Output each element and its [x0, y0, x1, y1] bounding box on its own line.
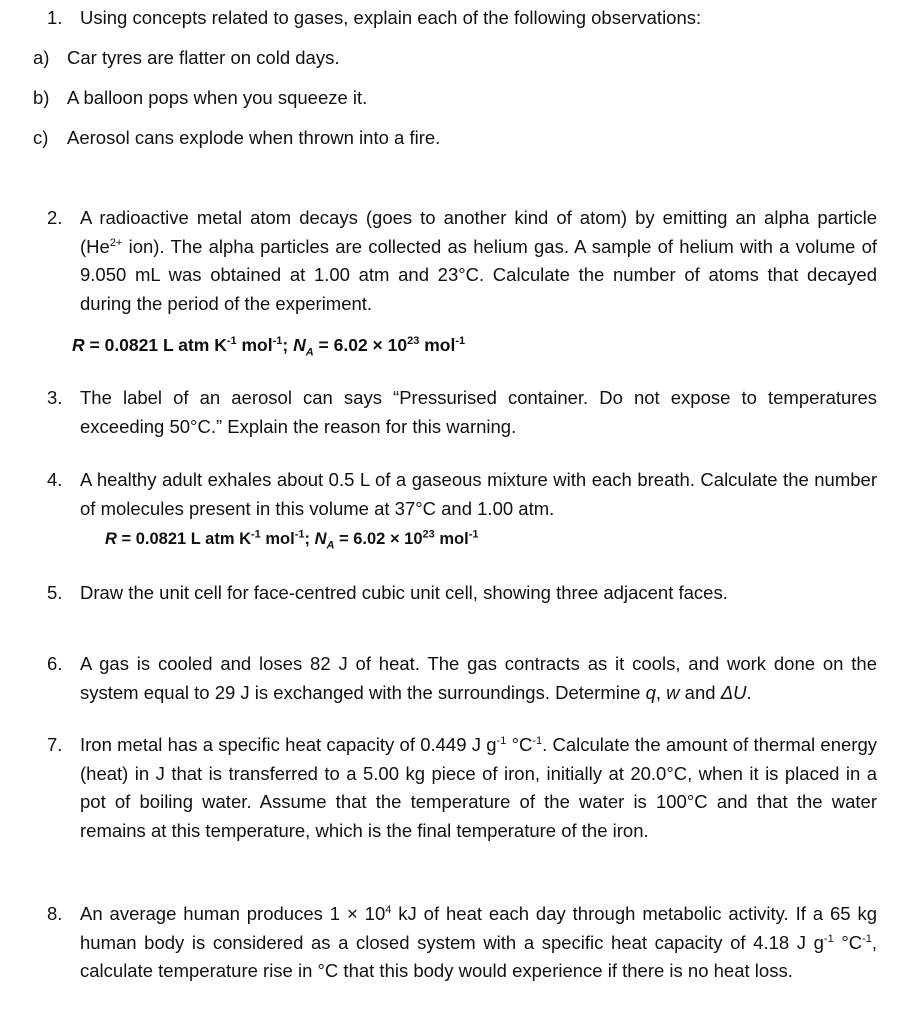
- sub-question-text: Car tyres are flatter on cold days.: [67, 47, 340, 68]
- formula-text: = 6.02 × 10: [313, 335, 408, 355]
- question-3: [47, 384, 877, 441]
- question-number: 5.: [47, 582, 63, 603]
- subscript: A: [305, 346, 314, 359]
- formula-symbol: N: [293, 335, 306, 355]
- superscript: -1: [272, 335, 283, 348]
- formula-text: mol: [236, 335, 273, 355]
- superscript: -1: [823, 932, 834, 945]
- sub-question-label: b): [33, 87, 50, 108]
- subscript: A: [326, 539, 335, 552]
- question-text: [80, 900, 877, 986]
- text-run: An average human produces 1 × 10: [80, 903, 386, 924]
- question-text: The label of an aerosol can says “Pressurised container. Do not expose to temperatures exceeding 50°C.” Explain the reason for this warning.: [80, 387, 877, 437]
- superscript: 23: [422, 528, 435, 541]
- question-5: [47, 579, 877, 608]
- formula-text: mol: [419, 335, 456, 355]
- question-2: [47, 204, 877, 318]
- formula-text: mol: [260, 530, 295, 548]
- question-number: 4.: [47, 469, 63, 490]
- constants-formula: [72, 331, 465, 360]
- question-number: 3.: [47, 387, 63, 408]
- formula-text: = 0.0821 L atm K: [116, 530, 251, 548]
- question-text: Using concepts related to gases, explain each of the following observations:: [80, 7, 702, 28]
- sub-question-c: [33, 124, 853, 153]
- question-8: [47, 900, 877, 986]
- superscript: -1: [468, 528, 479, 541]
- superscript: -1: [862, 932, 872, 945]
- formula-text: ;: [282, 335, 294, 355]
- text-run: A gas is cooled and loses 82 J of heat. The gas contracts as it cools, and work done on the system equal to 29 J is exchanged with the surroundings. Determine: [80, 653, 877, 703]
- variable-delta-u: ΔU: [720, 681, 747, 703]
- question-1: [47, 4, 877, 33]
- question-6: [47, 650, 877, 707]
- formula-symbol: N: [314, 530, 327, 548]
- formula-text: ;: [304, 530, 315, 548]
- constants-formula: [105, 525, 478, 554]
- text-run: . Calculate the amount of thermal energy (heat) in J that is transferred to a 5.00 kg piece of iron, initially at 20.0°C, when it is placed in a pot of boiling water. Assume that the temperature of the water is 100°C and that the water remains at this temperature, which is the final temperature of the iron.: [80, 734, 877, 841]
- sub-question-text: A balloon pops when you squeeze it.: [67, 87, 368, 108]
- sub-question-b: [33, 84, 853, 113]
- superscript: -1: [532, 734, 543, 747]
- text-run: °C: [833, 931, 863, 953]
- text-run: Iron metal has a specific heat capacity of 0.449 J g: [80, 734, 497, 755]
- question-number: 1.: [47, 7, 63, 28]
- sub-question-label: c): [33, 127, 49, 148]
- superscript: -1: [496, 734, 507, 747]
- question-number: 7.: [47, 734, 63, 755]
- text-run: and: [679, 681, 721, 703]
- superscript: 2+: [109, 236, 123, 249]
- text-run: ,: [655, 681, 667, 703]
- question-number: 2.: [47, 207, 63, 228]
- text-run: .: [746, 681, 752, 703]
- sub-question-a: [33, 44, 853, 73]
- question-text: A healthy adult exhales about 0.5 L of a gaseous mixture with each breath. Calculate the number of molecules present in this volume at 37°C and 1.00 atm.: [80, 469, 877, 519]
- superscript: 4: [385, 903, 392, 916]
- question-7: [47, 731, 877, 845]
- question-text: [80, 650, 877, 707]
- sub-question-text: Aerosol cans explode when thrown into a fire.: [67, 127, 441, 148]
- superscript: -1: [294, 528, 305, 541]
- superscript: 23: [407, 335, 420, 348]
- text-run: kJ of heat each day through metabolic activity. If a 65 kg human body is considered as a closed system with a specific heat capacity of 4.18 J g: [80, 903, 877, 953]
- superscript: -1: [455, 335, 466, 348]
- text-run: °C: [506, 734, 533, 755]
- question-text: [80, 204, 877, 318]
- superscript: -1: [226, 335, 237, 348]
- formula-text: mol: [434, 530, 469, 548]
- superscript: -1: [250, 528, 261, 541]
- formula-text: = 0.0821 L atm K: [84, 335, 227, 355]
- variable-w: w: [666, 681, 680, 703]
- question-text: [80, 731, 877, 845]
- formula-text: = 6.02 × 10: [334, 530, 423, 548]
- text-run: , calculate temperature rise in °C that this body would experience if there is no heat loss.: [80, 931, 877, 981]
- question-number: 6.: [47, 653, 63, 674]
- formula-symbol: R: [72, 335, 85, 355]
- question-4: [47, 466, 877, 523]
- question-number: 8.: [47, 903, 63, 924]
- variable-q: q: [645, 681, 656, 703]
- text-run: ion). The alpha particles are collected as helium gas. A sample of helium with a volume of 9.050 mL was obtained at 1.00 atm and 23°C. Calculate the number of atoms that decayed during the period of the experiment.: [80, 235, 877, 314]
- text-run: A radioactive metal atom decays (goes to another kind of atom) by emitting an alpha particle (He: [80, 207, 877, 257]
- question-text: Draw the unit cell for face-centred cubic unit cell, showing three adjacent faces.: [80, 582, 728, 603]
- sub-question-label: a): [33, 47, 50, 68]
- formula-symbol: R: [105, 530, 117, 548]
